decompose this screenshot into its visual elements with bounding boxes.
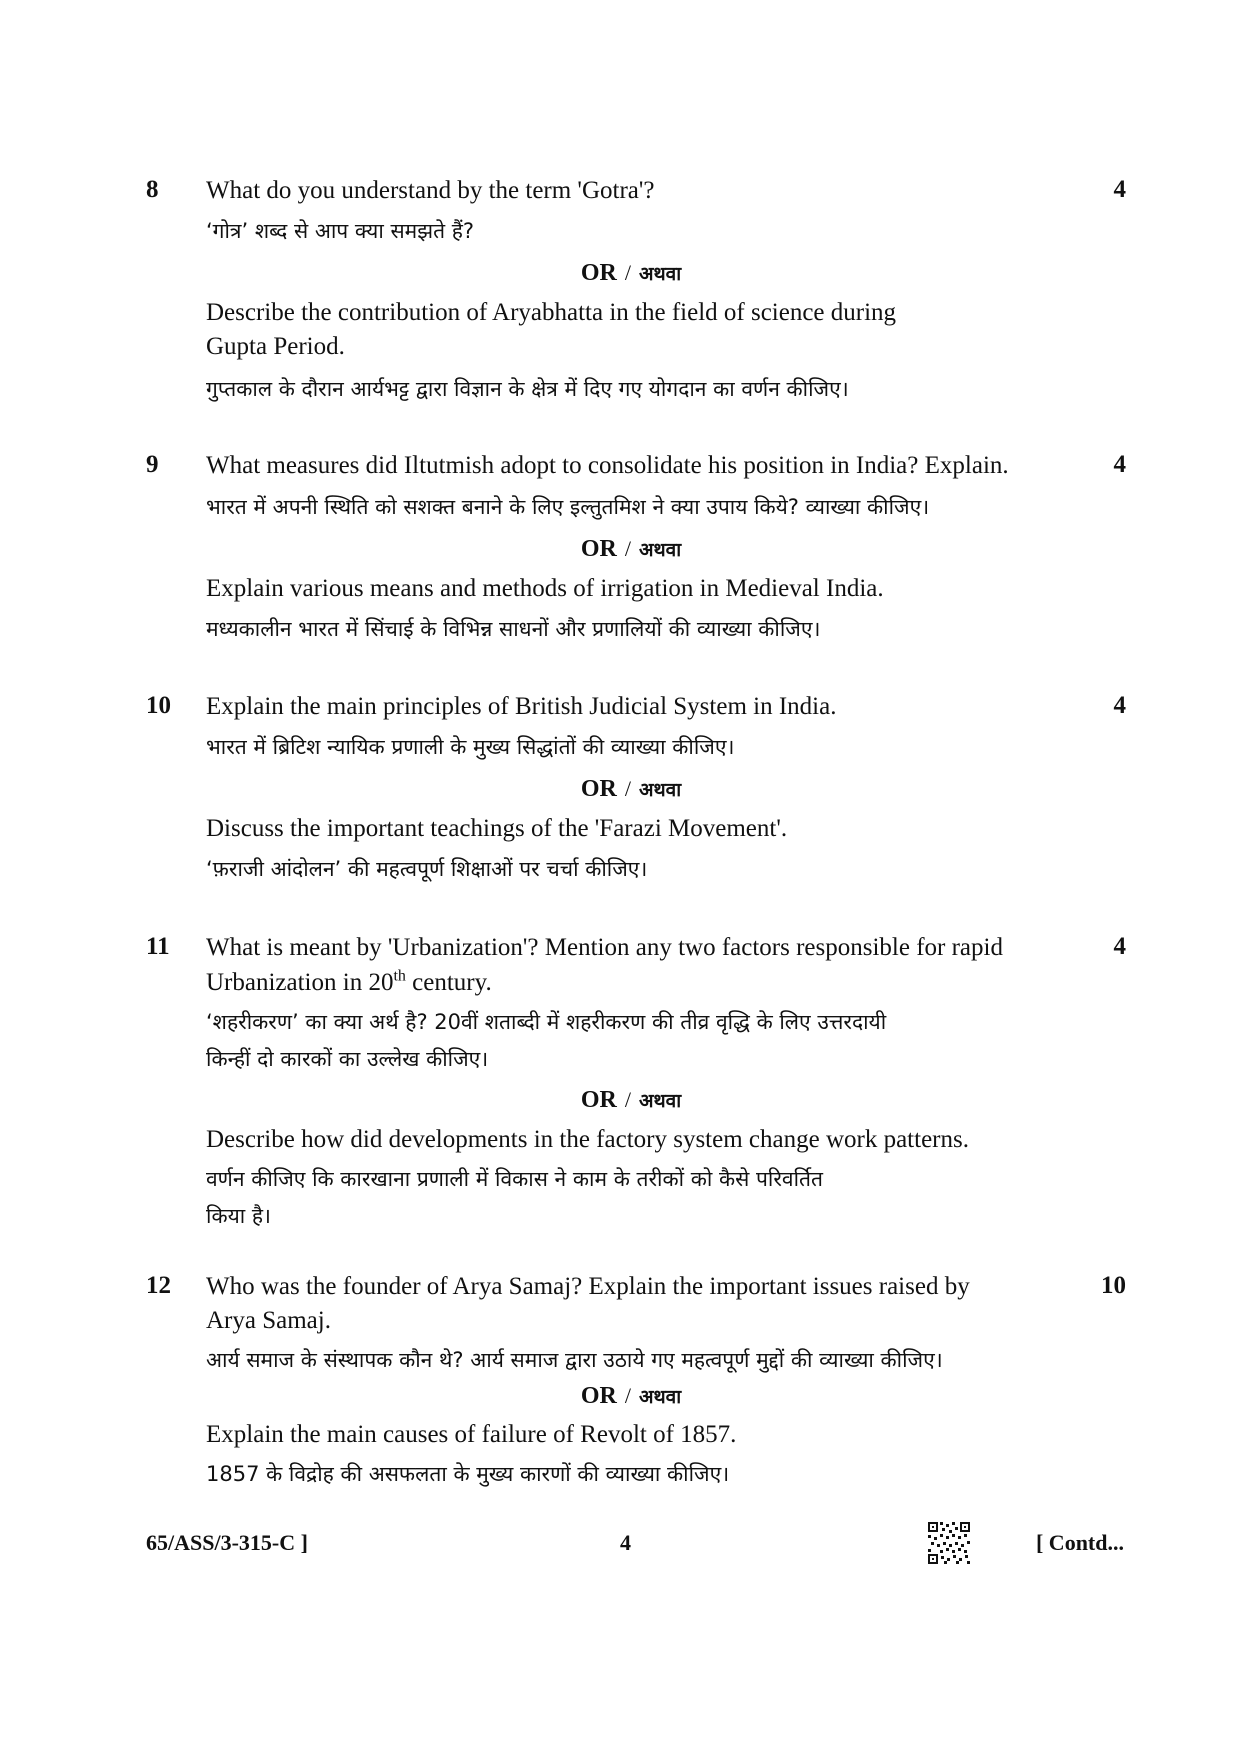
- or-label-hi: अथवा: [638, 263, 682, 285]
- question-number: 10: [146, 692, 171, 719]
- or-label-en: OR: [580, 536, 617, 562]
- question-text-en: What measures did Iltutmish adopt to consolidate his position in India? Explain.: [206, 452, 1009, 479]
- alternative-text-en: Gupta Period.: [206, 333, 345, 360]
- or-label-hi: अथवा: [638, 539, 682, 561]
- or-divider: [206, 776, 1056, 803]
- qr-code-icon: [928, 1522, 970, 1564]
- text-segment: Urbanization in 20: [206, 969, 394, 996]
- or-label-hi: अथवा: [638, 1090, 682, 1112]
- alternative-text-hi: किया है।: [206, 1204, 271, 1228]
- alternative-text-en: Explain the main causes of failure of Revolt of 1857.: [206, 1421, 737, 1448]
- alternative-text-hi: गुप्तकाल के दौरान आर्यभट्ट द्वारा विज्ञान के क्षेत्र में दिए गए योगदान का वर्णन कीजिए।: [206, 377, 849, 401]
- question-number: 8: [146, 176, 159, 203]
- question-marks: 4: [1113, 692, 1126, 719]
- question-number: 9: [146, 451, 159, 478]
- question-text-en: What do you understand by the term 'Gotra'?: [206, 177, 655, 204]
- alternative-text-en: Describe the contribution of Aryabhatta in the field of science during: [206, 299, 897, 326]
- or-divider: [206, 1087, 1056, 1114]
- question-text-en: [206, 966, 1056, 1000]
- page-footer: [0, 1530, 1240, 1570]
- or-label-en: OR: [580, 1087, 617, 1113]
- question-marks: 4: [1113, 176, 1126, 203]
- alternative-text-en: Describe how did developments in the factory system change work patterns.: [206, 1126, 969, 1153]
- question-text-hi: भारत में अपनी स्थिति को सशक्त बनाने के लिए इल्तुतमिश ने क्या उपाय किये? व्याख्या कीजिए।: [206, 495, 930, 519]
- question-marks: 4: [1113, 933, 1126, 960]
- text-segment: century.: [405, 969, 492, 996]
- question-text-hi: ‘शहरीकरण’ का क्या अर्थ है? 20वीं शताब्दी में शहरीकरण की तीव्र वृद्धि के लिए उत्तरदायी: [206, 1010, 887, 1034]
- or-separator: /: [624, 260, 631, 285]
- question-text-en: What is meant by 'Urbanization'? Mention any two factors responsible for rapid: [206, 934, 1003, 961]
- question-text-hi: आर्य समाज के संस्थापक कौन थे? आर्य समाज द्वारा उठाये गए महत्वपूर्ण मुद्दों की व्याख्या कीजिए।: [206, 1348, 943, 1372]
- superscript: th: [393, 967, 406, 985]
- question-text-en: Explain the main principles of British Judicial System in India.: [206, 693, 837, 720]
- question-number: 12: [146, 1272, 171, 1299]
- question-text-hi: भारत में ब्रिटिश न्यायिक प्रणाली के मुख्य सिद्धांतों की व्याख्या कीजिए।: [206, 735, 735, 759]
- continued-label: [ Contd...: [1035, 1530, 1124, 1555]
- or-divider: [206, 536, 1056, 563]
- question-text-hi: ‘गोत्र’ शब्द से आप क्या समझते हैं?: [206, 219, 475, 243]
- or-label-hi: अथवा: [638, 1386, 682, 1408]
- alternative-text-en: Explain various means and methods of irrigation in Medieval India.: [206, 575, 884, 602]
- alternative-text-hi: मध्यकालीन भारत में सिंचाई के विभिन्न साधनों और प्रणालियों की व्याख्या कीजिए।: [206, 617, 821, 641]
- page-number: 4: [620, 1530, 631, 1555]
- or-divider: [206, 1383, 1056, 1410]
- question-text-en: Arya Samaj.: [206, 1307, 331, 1334]
- question-text-hi: किन्हीं दो कारकों का उल्लेख कीजिए।: [206, 1047, 489, 1071]
- or-separator: /: [624, 536, 631, 561]
- alternative-text-hi: ‘फ़राजी आंदोलन’ की महत्वपूर्ण शिक्षाओं पर चर्चा कीजिए।: [206, 857, 648, 881]
- question-text-en: Who was the founder of Arya Samaj? Explain the important issues raised by: [206, 1273, 970, 1300]
- or-separator: /: [624, 1383, 631, 1408]
- or-divider: [206, 260, 1056, 287]
- or-label-en: OR: [580, 1383, 617, 1409]
- alternative-text-hi: वर्णन कीजिए कि कारखाना प्रणाली में विकास ने काम के तरीकों को कैसे परिवर्तित: [206, 1167, 823, 1191]
- paper-code: 65/ASS/3-315-C ]: [146, 1530, 308, 1555]
- or-separator: /: [624, 776, 631, 801]
- question-number: 11: [146, 933, 170, 960]
- or-label-hi: अथवा: [638, 779, 682, 801]
- or-separator: /: [624, 1087, 631, 1112]
- question-marks: 4: [1113, 451, 1126, 478]
- alternative-text-hi: 1857 के विद्रोह की असफलता के मुख्य कारणों की व्याख्या कीजिए।: [206, 1462, 730, 1486]
- alternative-text-en: Discuss the important teachings of the 'Farazi Movement'.: [206, 815, 788, 842]
- question-marks: 10: [1101, 1272, 1126, 1299]
- or-label-en: OR: [580, 776, 617, 802]
- or-label-en: OR: [580, 260, 617, 286]
